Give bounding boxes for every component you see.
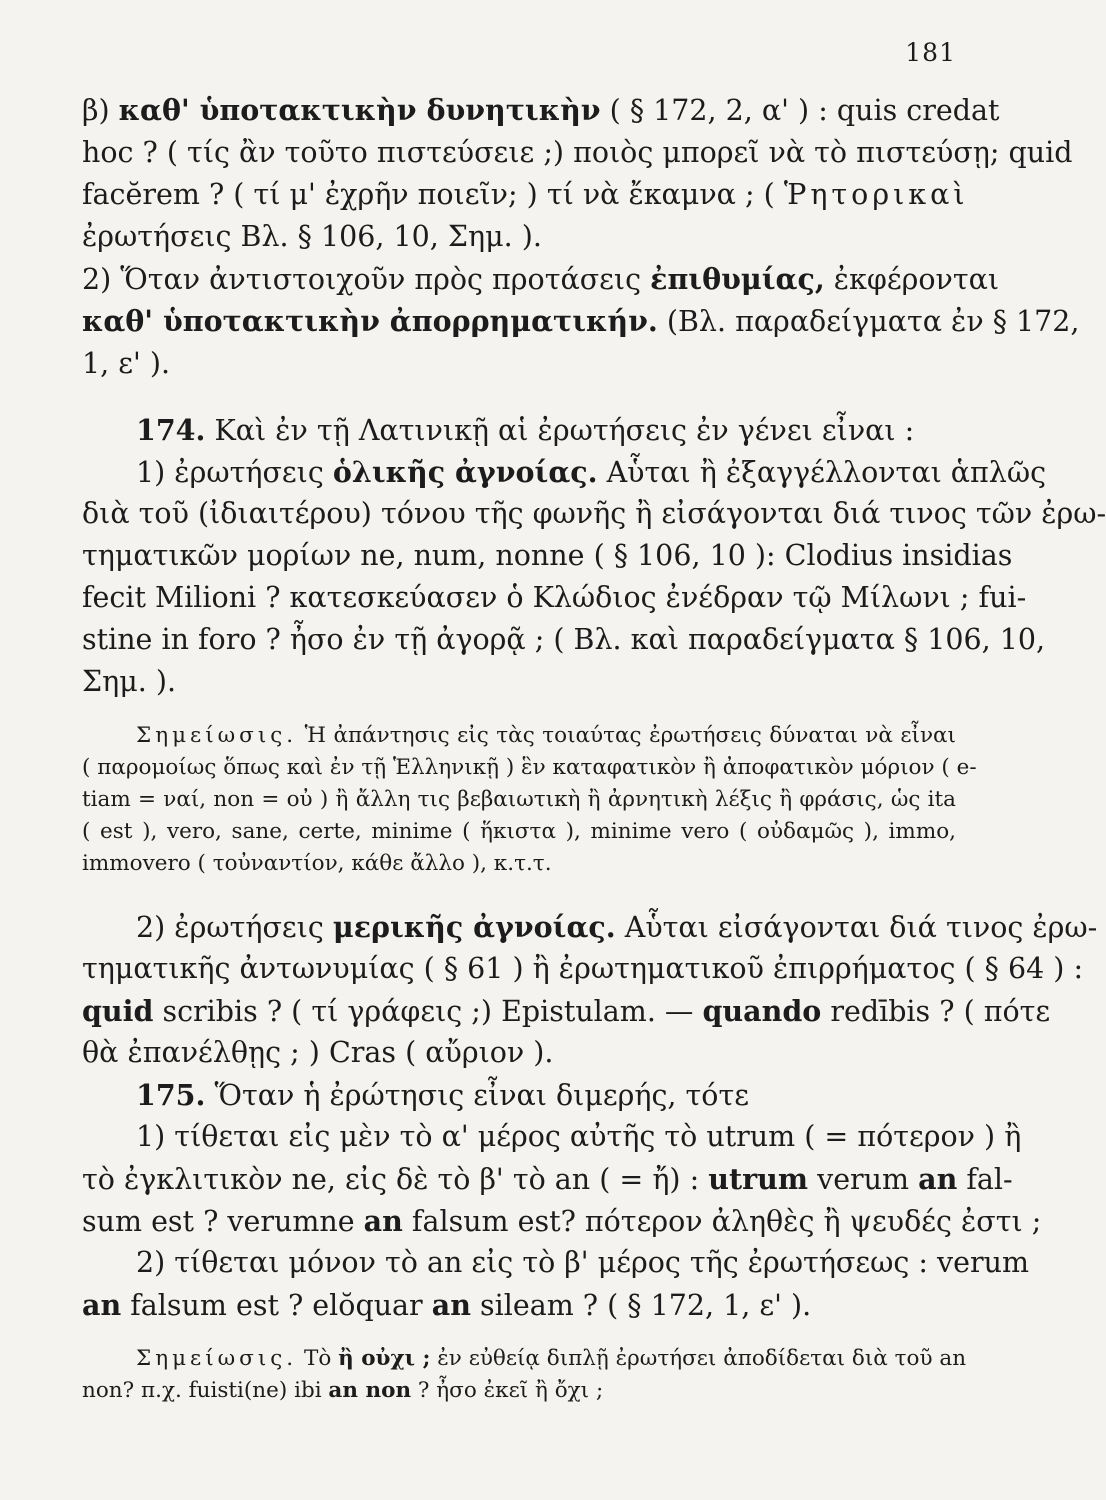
text-line: διὰ τοῦ (ἰδιαιτέρου) τόνου τῆς φωνῆς ἢ εἰσάγονται διά τινος τῶν ἐρω-: [82, 497, 1106, 530]
text-line: καθ' ὑποτακτικὴν ἀπορρηματικήν. (Βλ. παραδείγματα ἐν § 172,: [82, 304, 1080, 338]
note-line: Σημείωσις. Ἡ ἀπάντησις εἰς τὰς τοιαύτας ἐρωτήσεις δύναται νὰ εἶναι: [136, 723, 956, 748]
text-line: θὰ ἐπανέλθῃς ; ) Cras ( αὔριον ).: [82, 1036, 554, 1069]
text-line: an falsum est ? elŏquar an sileam ? ( § 172, 1, ε' ).: [82, 1288, 812, 1322]
note-line: ( παρομοίως ὅπως καὶ ἐν τῇ Ἑλληνικῇ ) ἓν καταφατικὸν ἢ ἀποφατικὸν μόριον ( e-: [82, 755, 977, 780]
text-line: τηματικῆς ἀντωνυμίας ( § 61 ) ἢ ἐρωτηματικοῦ ἐπιρρήματος ( § 64 ) :: [82, 952, 1084, 985]
text-line: τηματικῶν μορίων ne, num, nonne ( § 106, 10 ): Clodius insidias: [82, 539, 1013, 572]
note-line: tiam = ναί, non = οὐ ) ἢ ἄλλη τις βεβαιωτικὴ ἢ ἀρνητικὴ λέξις ἢ φράσις, ὡς ita: [82, 787, 956, 812]
note-line: ( est ), vero, sane, certe, minime ( ἥκιστα ), minime vero ( οὐδαμῶς ), immo,: [82, 819, 956, 844]
text-line: fecit Milioni ? κατεσκεύασεν ὁ Κλώδιος ἐνέδραν τῷ Μίλωνι ; fui-: [82, 581, 1027, 614]
note-line: non? π.χ. fuisti(ne) ibi an non ? ἦσο ἐκεῖ ἢ ὄχι ;: [82, 1378, 604, 1403]
text-line: 1) τίθεται εἰς μὲν τὸ α' μέρος αὐτῆς τὸ utrum ( = πότερον ) ἢ: [136, 1120, 1022, 1153]
text-line: β) καθ' ὑποτακτικὴν δυνητικὴν ( § 172, 2, α' ) : quis credat: [82, 93, 1000, 127]
text-line: stine in foro ? ἦσο ἐν τῇ ἀγορᾷ ; ( Βλ. καὶ παραδείγματα § 106, 10,: [82, 623, 1046, 656]
text-line: 1, ε' ).: [82, 347, 171, 380]
text-line: sum est ? verumne an falsum est? πότερον ἀληθὲς ἢ ψευδές ἐστι ;: [82, 1204, 1042, 1238]
text-line: 2) ἐρωτήσεις μερικῆς ἀγνοίας. Αὗται εἰσάγονται διά τινος ἐρω-: [136, 910, 1098, 944]
text-line: ἐρωτήσεις Βλ. § 106, 10, Σημ. ).: [82, 220, 542, 253]
section-174-heading: 174. Καὶ ἐν τῇ Λατινικῇ αἱ ἐρωτήσεις ἐν γένει εἶναι :: [136, 413, 915, 447]
text-line: 1) ἐρωτήσεις ὁλικῆς ἀγνοίας. Αὗται ἢ ἐξαγγέλλονται ἁπλῶς: [136, 455, 1047, 489]
text-line: 2) Ὅταν ἀντιστοιχοῦν πρὸς προτάσεις ἐπιθυμίας, ἐκφέρονται: [82, 262, 1000, 296]
text-line: τὸ ἐγκλιτικὸν ne, εἰς δὲ τὸ β' τὸ an ( = ἤ) : utrum verum an fal-: [82, 1162, 1013, 1196]
section-175-heading: 175. Ὅταν ἡ ἐρώτησις εἶναι διμερής, τότε: [136, 1078, 749, 1112]
note-line: immovero ( τοὐναντίον, κάθε ἄλλο ), κ.τ.τ.: [82, 851, 552, 876]
text-line: facĕrem ? ( τί μ' ἐχρῆν ποιεῖν; ) τί νὰ ἔκαμνα ; ( Ῥητορικαὶ: [82, 178, 969, 211]
note-line: Σημείωσις. Τὸ ἢ οὐχι ; ἐν εὐθείᾳ διπλῇ ἐρωτήσει ἀποδίδεται διὰ τοῦ an: [136, 1346, 967, 1371]
page-number: 181: [905, 38, 956, 67]
text-line: Σημ. ).: [82, 665, 177, 698]
text-line: 2) τίθεται μόνον τὸ an εἰς τὸ β' μέρος τῆς ἐρωτήσεως : verum: [136, 1246, 1030, 1279]
text-line: quid scribis ? ( τί γράφεις ;) Epistulam. — quando redībis ? ( πότε: [82, 994, 1051, 1028]
text-line: hoc ? ( τίς ἂν τοῦτο πιστεύσειε ;) ποιὸς μπορεῖ νὰ τὸ πιστεύσῃ; quid: [82, 136, 1073, 169]
